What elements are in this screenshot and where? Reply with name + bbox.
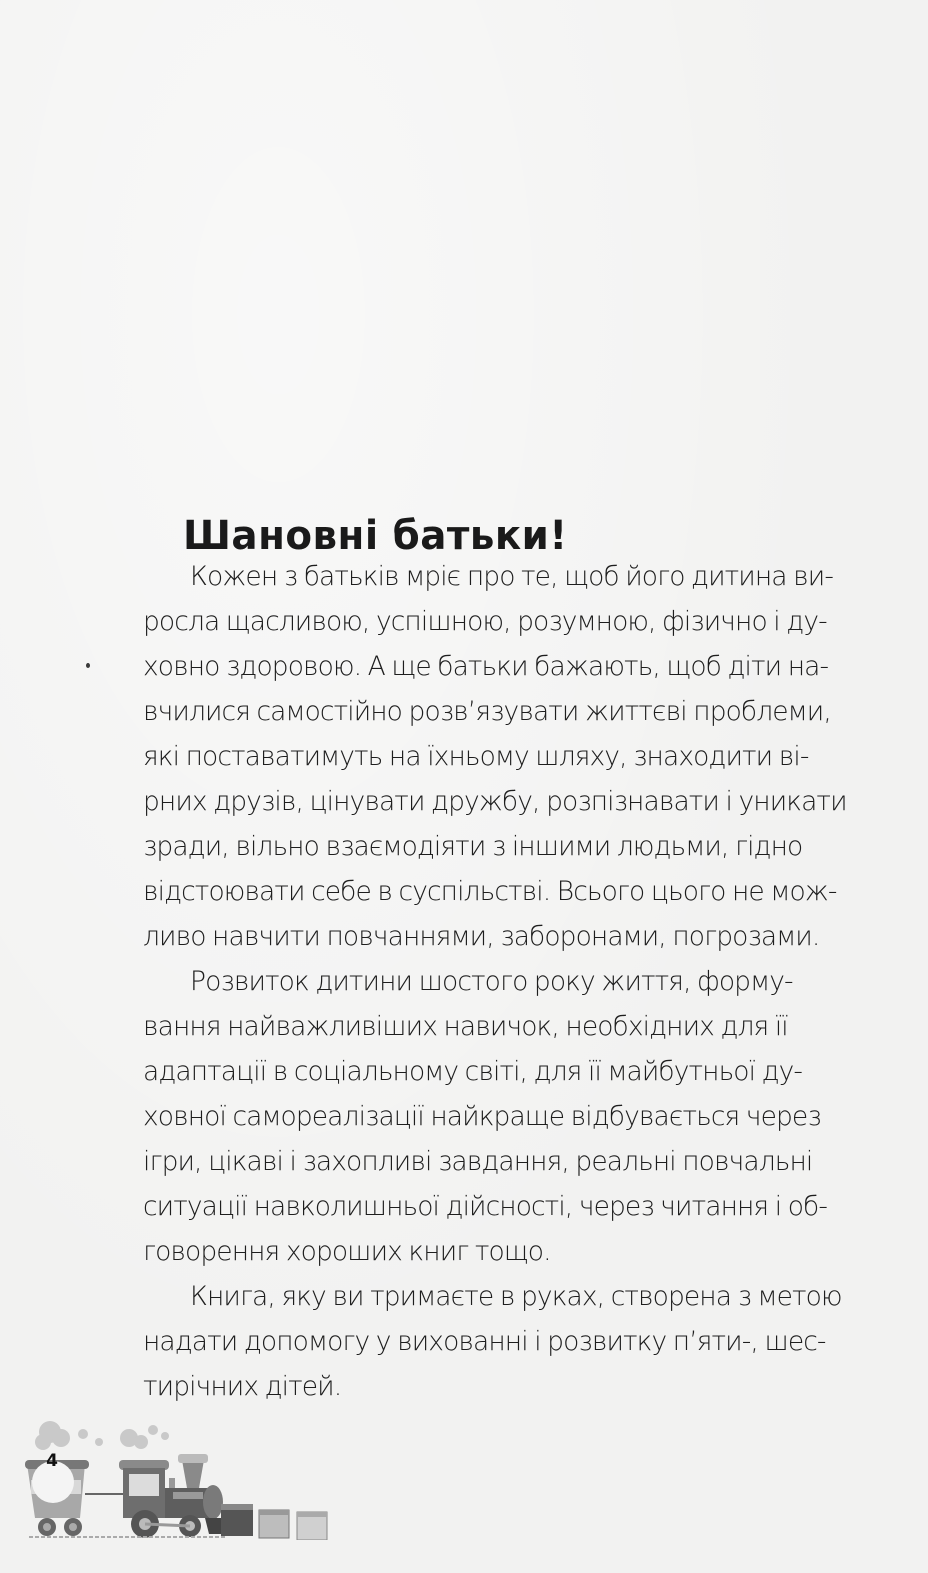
text-line: вчилися самостійно розв’язувати життєві проблеми,: [143, 696, 831, 727]
text-line: ховної самореалізації найкраще відбувається через: [143, 1101, 821, 1132]
margin-speck: [86, 663, 90, 668]
text-line: ситуації навколишньої дійсності, через читання і об-: [143, 1191, 827, 1222]
text-line: відстоювати себе в суспільстві. Всього цього не мож-: [143, 876, 837, 907]
text-line: росла щасливою, успішною, розумною, фізично і ду-: [143, 606, 827, 637]
text-line: вання найважливіших навичок, необхідних для її: [143, 1011, 788, 1042]
text-line: адаптації в соціальному світі, для її майбутньої ду-: [143, 1056, 803, 1087]
body-text: [143, 554, 885, 1409]
text-line: Кожен з батьків мріє про те, щоб його дитина ви-: [190, 561, 833, 592]
text-line: зради, вільно взаємодіяти з іншими людьми, гідно: [143, 831, 803, 862]
text-line: які поставатимуть на їхньому шляху, знаходити ві-: [143, 741, 809, 772]
text-line: надати допомогу у вихованні і розвитку п’яти-, шес-: [143, 1326, 826, 1357]
text-line: ливо навчити повчаннями, заборонами, погрозами.: [143, 921, 820, 952]
show-through-text: [520, 300, 528, 334]
text-line: ігри, цікаві і захопливі завдання, реальні повчальні: [143, 1146, 813, 1177]
page-number: 4: [46, 1451, 58, 1471]
text-line: говорення хороших книг тощо.: [143, 1236, 551, 1267]
train-icon: [25, 1420, 335, 1540]
text-line: Розвиток дитини шостого року життя, форму-: [190, 966, 793, 997]
text-line: тирічних дітей.: [143, 1371, 342, 1402]
page-heading: Шановні батьки!: [183, 512, 568, 559]
text-line: рних друзів, цінувати дружбу, розпізнавати і уникати: [143, 786, 847, 817]
text-line: ховно здоровою. А ще батьки бажають, щоб діти на-: [143, 651, 829, 682]
text-line: Книга, яку ви тримаєте в руках, створена з метою: [190, 1281, 842, 1312]
